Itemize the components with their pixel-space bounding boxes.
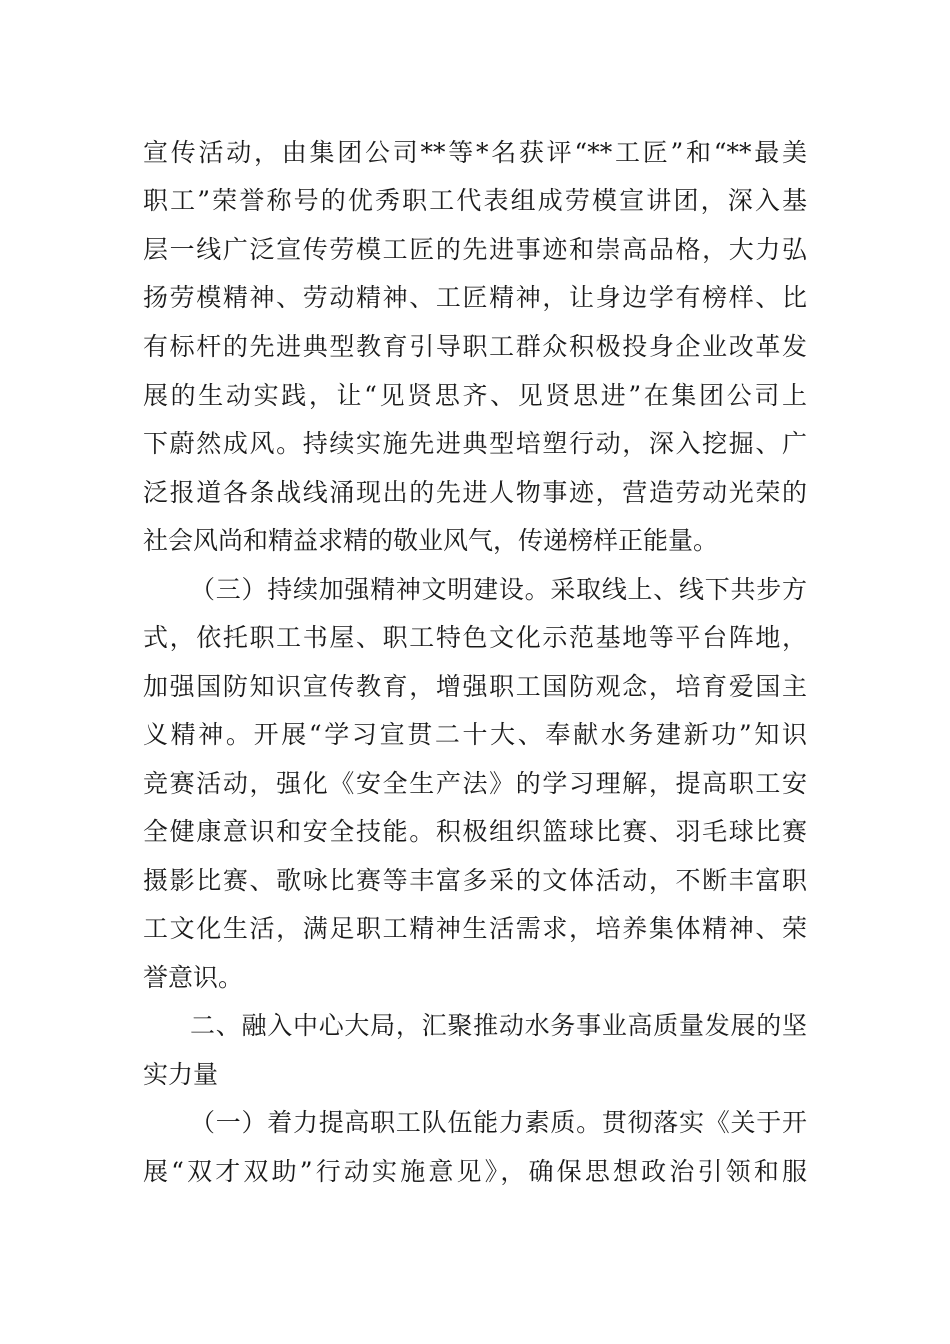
text-line: 下蔚然成风。持续实施先进典型培塑行动，深入挖掘、广 [143, 429, 807, 458]
text-line: 层一线广泛宣传劳模工匠的先进事迹和崇高品格，大力弘 [143, 235, 807, 264]
text-line: 职工”荣誉称号的优秀职工代表组成劳模宣讲团，深入基 [143, 186, 807, 215]
text-line: 有标杆的先进典型教育引导职工群众积极投身企业改革发 [143, 332, 807, 361]
text-line: 加强国防知识宣传教育，增强职工国防观念，培育爱国主 [143, 672, 807, 701]
text-line: 摄影比赛、歌咏比赛等丰富多采的文体活动，不断丰富职 [143, 866, 807, 895]
text-line: 义精神。开展“学习宣贯二十大、奉献水务建新功”知识 [143, 720, 807, 749]
text-line: 展的生动实践，让“见贤思齐、见贤思进”在集团公司上 [143, 381, 807, 410]
text-line: 工文化生活，满足职工精神生活需求，培养集体精神、荣 [143, 914, 807, 943]
text-line: 社会风尚和精益求精的敬业风气，传递榜样正能量。 [143, 526, 719, 555]
text-line: 实力量 [143, 1060, 219, 1089]
section-heading-3: （三）持续加强精神文明建设。采取线上、线下共步方 [190, 575, 807, 604]
text-line: 扬劳模精神、劳动精神、工匠精神，让身边学有榜样、比 [143, 283, 807, 312]
text-line: 全健康意识和安全技能。积极组织篮球比赛、羽毛球比赛 [143, 817, 807, 846]
text-line: 誉意识。 [143, 963, 244, 992]
text-line: 宣传活动，由集团公司**等*名获评“**工匠”和“**最美 [143, 138, 807, 167]
text-line: 式，依托职工书屋、职工特色文化示范基地等平台阵地， [143, 623, 807, 652]
text-line: 竞赛活动，强化《安全生产法》的学习理解，提高职工安 [143, 769, 807, 798]
text-line: 展“双才双助”行动实施意见》，确保思想政治引领和服 [143, 1157, 807, 1186]
chapter-heading-2: 二、融入中心大局，汇聚推动水务事业高质量发展的坚 [190, 1011, 807, 1040]
section-heading-1: （一）着力提高职工队伍能力素质。贯彻落实《关于开 [190, 1108, 807, 1137]
text-line: 泛报道各条战线涌现出的先进人物事迹，营造劳动光荣的 [143, 478, 807, 507]
